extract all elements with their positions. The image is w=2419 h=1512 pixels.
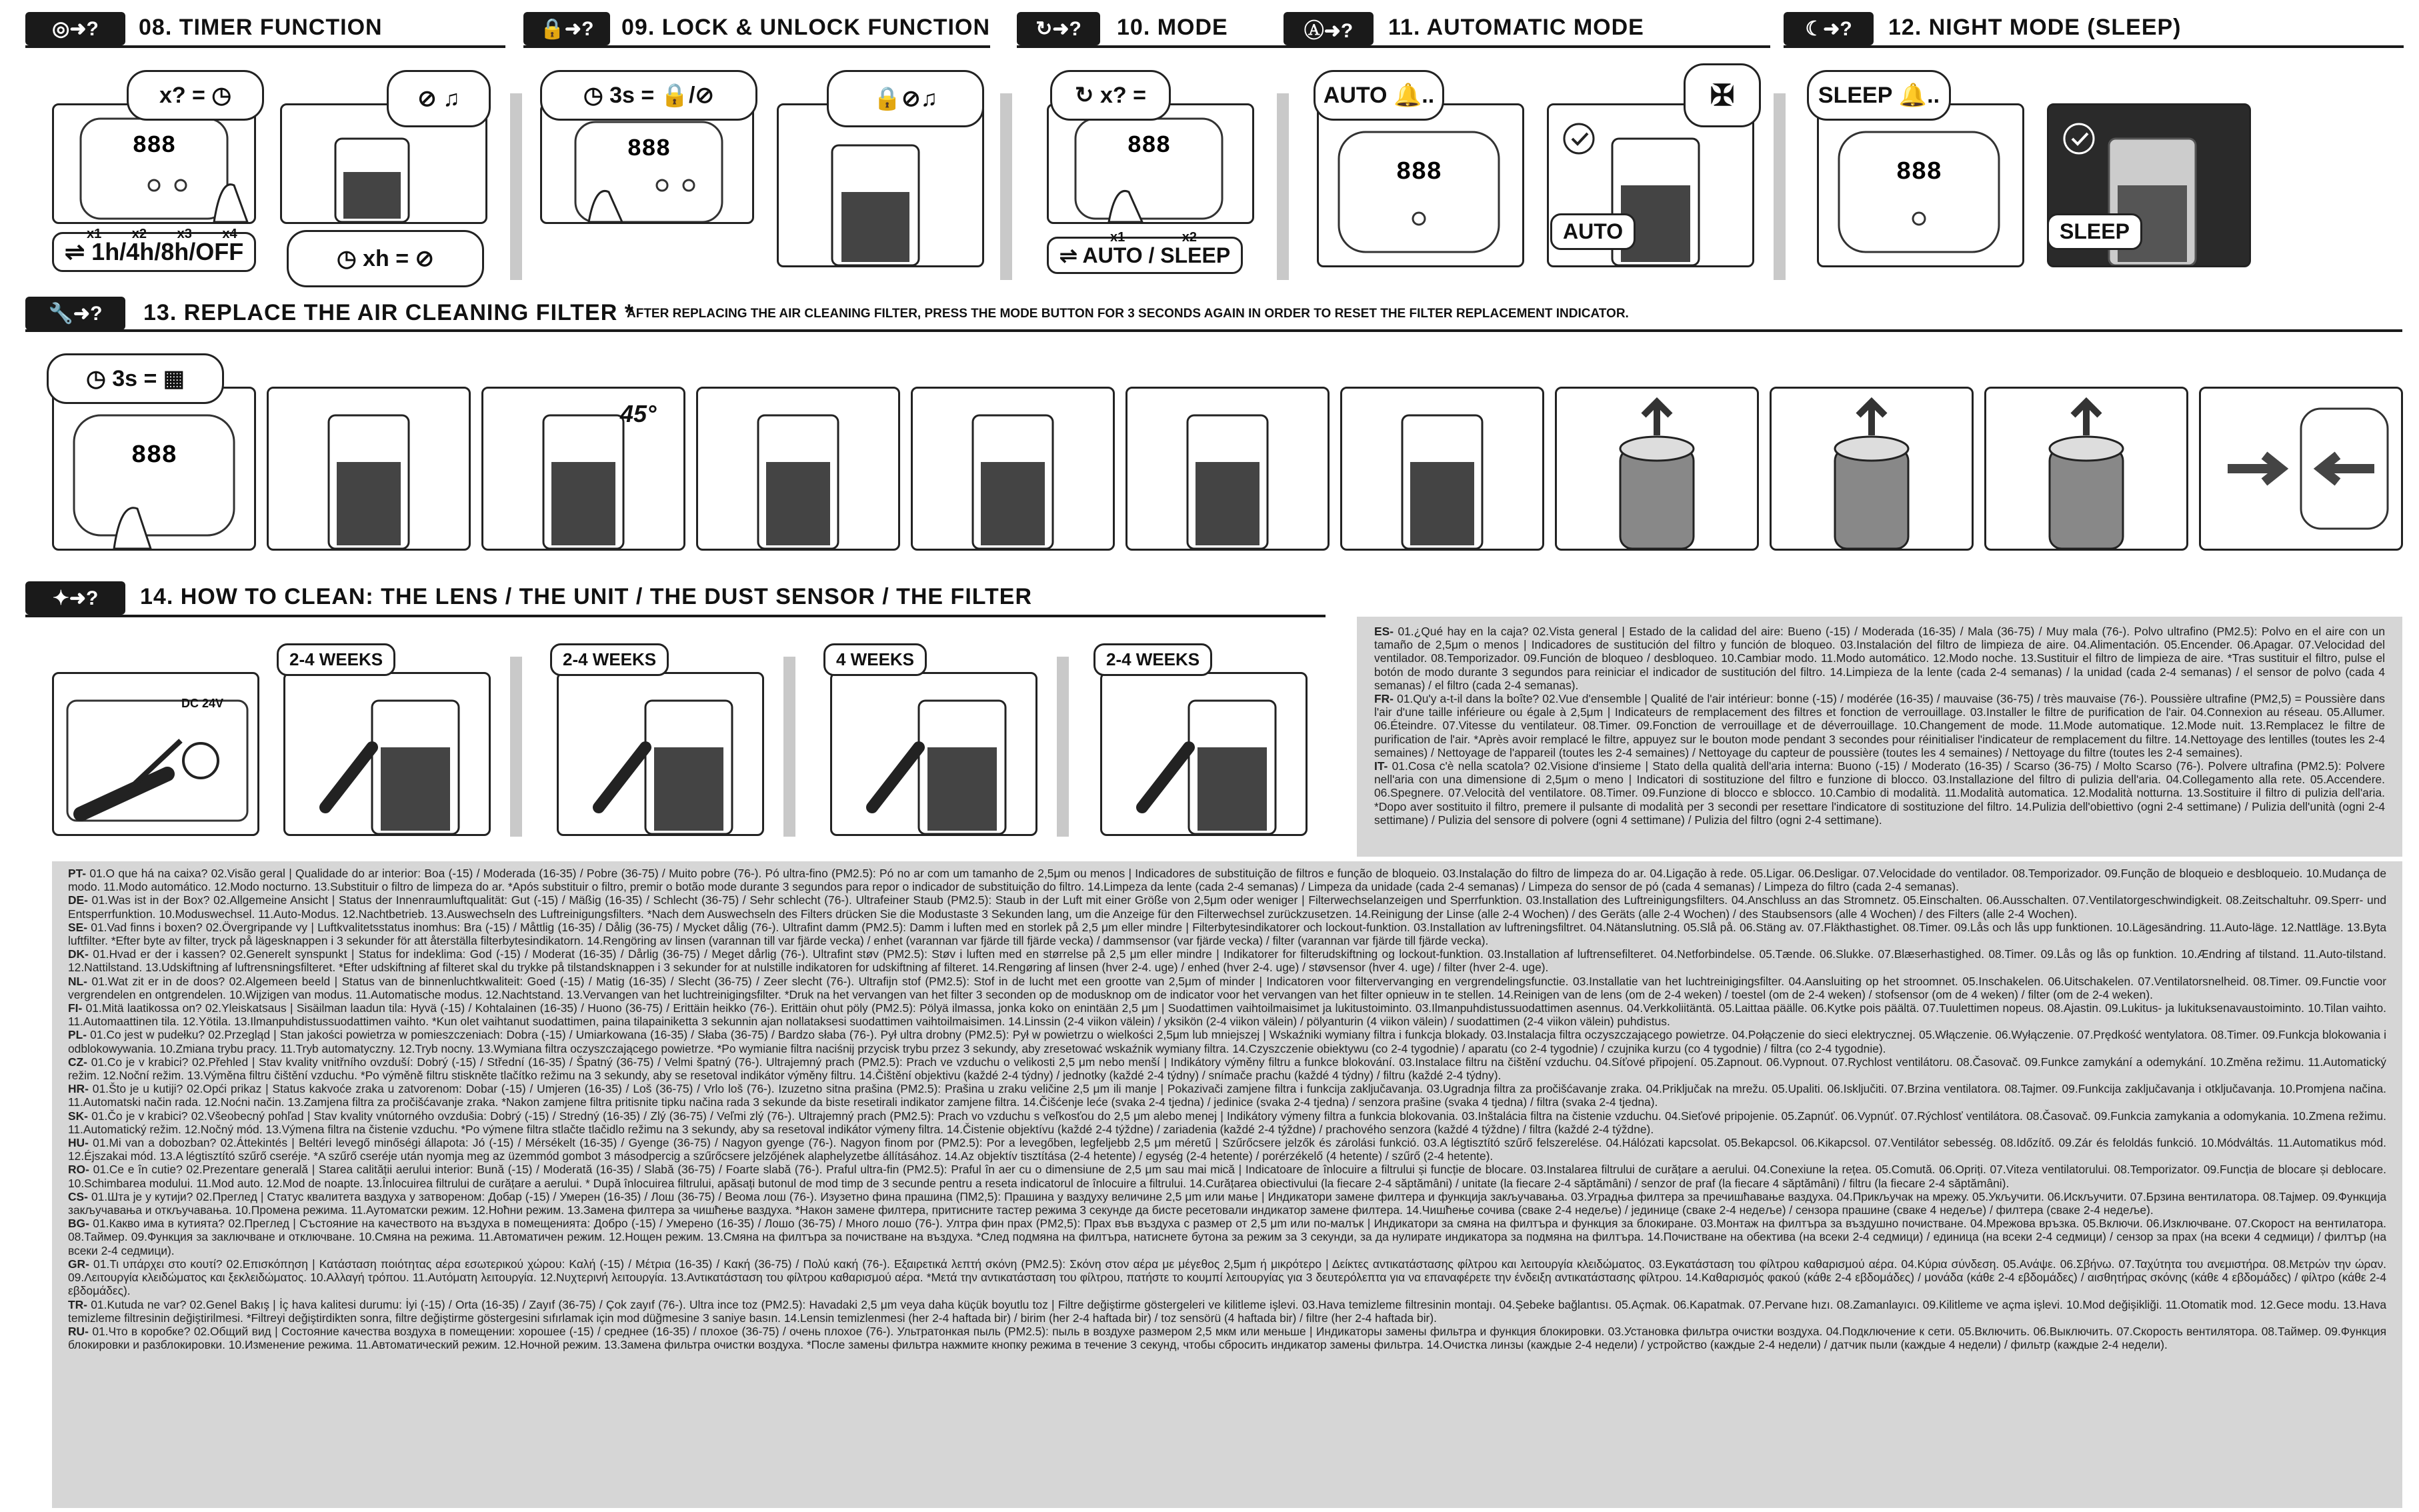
language-text: 01.Ce e în cutie? 02.Prezentare generală | Starea calității aerului interior: Bună (-15) / Moderată (16-35) / Slabă (36-75) / Foarte slabă (76-). Praful ultra-fin (PM2.5): Praful în aer cu o dimensiune de 2,5 μm sau mai mică | Indicatoare de înlocuire a filtrului și funcție de blocare. 03.Instalarea filtrului de curățare a aerului. 04.Conexiune la rețea. 05.Comută. 06.Opriți. 07.Viteza ventilatorului. 08.Temporizator. 09.Funcția de blocare și deblocare. 10.Schimbarea modului. 11.Mod auto. 12.Mod de noapte. 13.Înlocuirea filtrului de curățare a aerului. * După înlocuirea filtrului, apăsați butonul de mod timp de 3 secunde pentru a reseta indicatorul de înlocuire a filtrului. 14.Curățarea obiectivului (la fiecare 2-4 săptămâni) / unitate (la fiecare 2-4 săptămâni) / senzor de praf (la fiecare 4 săptămâni) / filtru (la fiecare 2-4 săptămâni). [68, 1163, 2386, 1190]
separator [510, 657, 522, 837]
language-code: CZ- [68, 1055, 87, 1069]
instruction-bubble: ◷ 3s = ▦ [47, 353, 224, 404]
lock-sound-bubble: 🔒⊘♫ [827, 70, 984, 127]
filter-step-6 [1125, 387, 1330, 551]
display-icon [54, 105, 254, 222]
language-text: 01.Τι υπάρχει στο κουτί? 02.Επισκόπηση | Κατάσταση ποιότητας αέρα εσωτερικού χώρου: Καλή (-15) / Μέτρια (16-35) / Κακή (36-75) / Πολύ κακή (76-). Εξαιρετικά λεπτή σκόνη (PM2.5): Σκόνη στον αέρα με μέγεθος 2,5μm ή μικρότερο | Δείκτες αντικατάστασης φίλτρου και λειτουργία κλειδώματος. 03.Εγκατάσταση του φίλτρου καθαρισμού αέρα. 04.Κύρια σύνδεση. 05.Ανάψε. 06.Σβήνω. 07.Ταχύτητα του ανεμιστήρα. 08.Μετρών την ώραν. 09.Λειτουργία κλειδώματος και ξεκλειδώματος. 10.Αλλαγή τρόπου. 11.Αυτόματη λειτουργία. 12.Νυχτερινή λειτουργία. 13.Αντικατάσταση του φίλτρου καθαρισμού αέρα. *Μετά την αντικατάσταση του φίλτρου, πατήστε το κουμπί λειτουργίας για 3 δευτερόλεπτα για να επαναφέρετε την ένδειξη αντικατάστασης φίλτρου. 14.Καθαρισμός φακού (κάθε 2-4 εβδομάδες) / μονάδα (κάθε 2-4 εβδομάδες) / αισθητήρας σκόνης (κάθε 4 εβδομάδες) / φίλτρο (κάθε 2-4 εβδομάδες). [68, 1257, 2386, 1298]
sleep-bubble: SLEEP 🔔.. [1807, 70, 1951, 121]
power-unplug-illustration [52, 672, 259, 836]
purifier-icon [779, 105, 982, 265]
filter-step-5 [911, 387, 1115, 551]
language-paragraph [1374, 625, 2385, 692]
filter-step-1 [52, 387, 256, 551]
language-paragraph [68, 1325, 2386, 1351]
language-paragraph [68, 1257, 2386, 1298]
language-paragraph [68, 975, 2386, 1001]
timer-icon: ◎➜? [25, 12, 125, 45]
language-text: 01.Čo je v krabici? 02.Všeobecný pohľad | Stav kvality vnútorného ovzdušia: Dobrý (-15) / Stredný (16-35) / Zlý (36-75) / Veľmi zlý (76-). Ultrajemný prach (PM2.5): Prach vo vzduchu s veľkosťou do 2,5 μm alebo menej | Indikátory výmeny filtra a funkcia blokovania. 03.Inštalácia filtra na čistenie vzduchu. 04.Sieťové pripojenie. 05.Zapnúť. 06.Vypnúť. 07.Rýchlosť ventilátora. 08.Časovač. 09.Funkcia zamykania a odomykania. 10.Zmena režimu. 11.Automatický režim. 12.Nočný mód. 13.Výmena filtra na čistenie vzduchu. *Po výmene filtra stlačte tlačidlo režimu na 3 sekundy, aby sa resetoval indikátor výmeny filtra. 14.Čistenie objektívu (každé 2-4 týždne) / zariadenia (každé 2-4 týždne) / prachového senzora (každé 4 týždne) / filtra (každé 2-4 týždne). [68, 1109, 2386, 1136]
dc-label: DC 24V [181, 697, 224, 710]
bubble-text: x? = [159, 82, 205, 108]
language-text: 01.Was ist in der Box? 02.Allgemeine Ansicht | Status der Innenraumluftqualität: Gut (-15) / Mäßig (16-35) / Schlecht (36-75) / Sehr schlecht (76-). Ultrafeiner Staub (PM2.5): Staub in der Luft mit einer Größe von 2,5μm oder weniger | Filterwechselanzeigen und Sperrfunktion. 03.Installation des Luftreinigungsfilters. 04.Anschluss an das Stromnetz. 05.Einschalten. 06.Ausschalten. 07.Ventilatorgeschwindigkeit. 08.Zeitschaltuhr. 09.Sperr- und Entsperrfunktion. 10.Moduswechsel. 11.Auto-Modus. 12.Nachtbetrieb. 13.Auswechseln des Luftreinigungsfilters. *Nach dem Auswechseln des Filters drücken Sie die Modustaste 3 Sekunden lang, um die Anzeige für den Filterwechsel zurückzusetzen. 14.Reinigung der Linse (alle 2-4 Wochen) / des Geräts (alle 2-4 Wochen) / des Staubsensors (alle 4 Wochen) / des Filters (alle 2-4 Wochen). [68, 893, 2386, 921]
filter-step-11 [2199, 387, 2403, 551]
language-paragraph [68, 1109, 2386, 1136]
divider [25, 615, 1326, 617]
filter-step-8 [1555, 387, 1759, 551]
filter-note: AFTER REPLACING THE AIR CLEANING FILTER, PRESS THE MODE BUTTON FOR 3 SECONDS AGAIN IN ORDER TO RESET THE FILTER REPLACEMENT INDICATOR. [627, 307, 1629, 321]
sound-off-bubble: ⊘ ♫ [387, 70, 491, 127]
filter-step-2 [267, 387, 471, 551]
separator [1277, 93, 1289, 280]
purifier-icon [1557, 389, 1757, 549]
language-code: HU- [68, 1136, 89, 1150]
language-text: 01.Что в коробке? 02.Общий вид | Состояние качества воздуха в помещении: хорошее (-15) / среднее (16-35) / плохое (36-75) / очень плохое (76-). Ультратонкая пыль (PM2.5): пыль в воздухе размером 2,5 мкм или меньше | Индикаторы замены фильтра и функция блокировки. 03.Установка фильтра очистки воздуха. 04.Подключение к сети. 05.Включить. 06.Выключить. 07.Скорость вентилятора. 08.Таймер. 09.Функция блокировки и разблокировки. 10.Изменение режима. 11.Автоматический режим. 12.Ночной режим. 13.Замена фильтра очистки воздуха. *После замены фильтра нажмите кнопку режима в течение 3 секунд, чтобы сбросить индикатор замены фильтра. 14.Очистка линзы (каждые 2-4 недели) / устройство (каждые 2-4 недели) / датчик пыли (каждые 4 недели) / фильтр (каждые 2-4 недели). [68, 1324, 2386, 1352]
language-code: SE- [68, 920, 87, 934]
language-code: TR- [68, 1297, 87, 1311]
language-paragraph [68, 1001, 2386, 1028]
separator [1057, 657, 1069, 837]
section-title-filter: 13. REPLACE THE AIR CLEANING FILTER * [143, 300, 634, 325]
language-paragraph [68, 1190, 2386, 1217]
language-block-right [1357, 617, 2402, 857]
language-code: HR- [68, 1082, 89, 1096]
purifier-icon [1127, 389, 1328, 549]
purifier-icon [1772, 389, 1972, 549]
svg-text:888: 888 [1896, 158, 1942, 187]
language-text: 01.Vad finns i boxen? 02.Övergripande vy | Luftkvalitetsstatus inomhus: Bra (-15) / Måttlig (16-35) / Dålig (36-75) / Mycket dålig (76-). Ultrafint damm (PM2.5): Damm i luften med en storlek på 2,5 μm eller mindre | Filterbytesindikatorer och lockout-funktion. 03.Installation av luftreningsfiltret. 04.Nätanslutning. 05.Slå på. 06.Stäng av. 07.Fläkthastighet. 08.Timer. 09.Lås och lås upp funktionen. 10.Lägesändring. 11.Auto-läge. 12.Nattläge. 13.Byta luftfilter. *Efter byte av filter, tryck på lägesknappen i 3 sekunder för att återställa filterbytesindikatorn. 14.Rengöring av linsen (varannan till var fjärde vecka) / enhet (varannan var fjärde till fjärde vecka) / dammsensor (var fjärde vecka) / filter (varannan var fjärde till fjärde vecka). [68, 920, 2386, 948]
plug-icon [54, 674, 257, 834]
language-code: NL- [68, 974, 87, 988]
section-title-auto: 11. AUTOMATIC MODE [1388, 15, 1644, 40]
language-block-bottom [52, 861, 2402, 1508]
separator [783, 657, 795, 837]
section-title-clean: 14. HOW TO CLEAN: THE LENS / THE UNIT / THE DUST SENSOR / THE FILTER [140, 584, 1033, 609]
language-code: SK- [68, 1109, 88, 1123]
purifier-icon [285, 674, 489, 834]
language-paragraph [68, 893, 2386, 920]
filter-step-10 [1984, 387, 2188, 551]
display-icon [1319, 105, 1522, 265]
language-code: PT- [68, 867, 87, 880]
language-text: 01.Hvad er der i kassen? 02.Generelt synspunkt | Status for indeklima: God (-15) / Moderat (16-35) / Dårlig (36-75) / Meget dårlig (76-). Ultrafint støv (PM2.5): Støv i luften med en størrelse på 2,5 μm eller mindre | Indikatorer for filterudskiftning og lockout-funktion. 03.Installation af luftrensefilteret. 04.Netforbindelse. 05.Tænde. 06.Slukke. 07.Blæserhastighed. 08.Timer. 09.Lås og lås op funktion. 10.Ændring af tilstand. 11.Auto-tilstand. 12.Nattilstand. 13.Udskiftning af luftrensningsfilteret. *Efter udskiftning af filteret skal du trykke på tilstandsknappen i 3 sekunder for at nulstille indikatoren for udskiftning af filteret. 14.Rengøring af linsen (hver 2-4. uge) / enhed (hver 2-4. uge) / støvsensor (hver 4. uge) / filter (hver 2-4. uge). [68, 947, 2386, 975]
svg-text:888: 888 [131, 441, 177, 470]
language-paragraph [1374, 692, 2385, 759]
divider [523, 45, 990, 48]
purifier-icon [2201, 389, 2401, 549]
language-code: BG- [68, 1217, 89, 1231]
auto-icon: Ⓐ➜? [1284, 12, 1374, 45]
language-paragraph [68, 1298, 2386, 1325]
cleaning-interval-label: 2-4 WEEKS [550, 643, 669, 676]
language-text: 01.Kutuda ne var? 02.Genel Bakış | İç hava kalitesi durumu: İyi (-15) / Orta (16-35) / Zayıf (36-75) / Çok zayıf (76-). Ultra ince toz (PM2.5): Havadaki 2,5 μm veya daha küçük boyutlu toz | Filtre değiştirme göstergeleri ve kilitleme işlevi. 03.Hava temizleme filtresinin montajı. 04.Şebeke bağlantısı. 05.Açmak. 06.Kapatmak. 07.Pervane hızı. 08.Zamanlayıcı. 09.Kilitleme ve açma işlevi. 10.Mod değişikliği. 11.Otomatik mod. 12.Gece modu. 13.Hava temizleme filtresinin değiştirilmesi. *Filtreyi değiştirdikten sonra, filtre değiştirme göstergesini sıfırlamak için mod düğmesine 3 saniye basın. 14.Lensin temizlenmesi (her 2-4 haftada bir) / birim (her 2-4 haftada bir) / toz sensörü (4 haftada bir) / filtre (her 2-4 haftada bir). [68, 1297, 2386, 1325]
purifier-icon [913, 389, 1113, 549]
separator [1000, 93, 1012, 280]
svg-text:888: 888 [627, 135, 671, 163]
language-text: 01.O que há na caixa? 02.Visão geral | Qualidade do ar interior: Boa (-15) / Moderada (16-35) / Pobre (36-75) / Muito pobre (76-). Pó ultra-fino (PM2.5): Pó no ar com um tamanho de 2,5μm ou menos | Indicadores de substituição de filtros e função de bloqueio. 03.Instalação do filtro de limpeza do ar. 04.Ligação à rede. 05.Ligar. 06.Desligar. 07.Velocidade do ventilador. 08.Temporizador. 09.Função de bloqueio e desbloqueio. 10.Mudança de modo. 11.Modo automático. 12.Modo nocturno. 13.Substituir o filtro de limpeza do ar. *Após substituir o filtro, premir o botão mode durante 3 segundos para repor o indicador de substituição do filtro. 14.Limpeza da lente (cada 2-4 semanas) / Limpeza da unidade (cada 2-4 semanas) / Limpeza do sensor de pó (cada 4 semanas) / Limpeza do filtro (cada 2-4 semanas). [68, 867, 2386, 894]
display-icon [542, 105, 752, 222]
divider [1784, 45, 2404, 48]
display-icon [1819, 105, 2022, 265]
language-code: CS- [68, 1189, 88, 1203]
language-text: 01.Co je v krabici? 02.Přehled | Stav kvality vnitřního ovzduší: Dobrý (-15) / Střední (16-35) / Špatný (36-75) / Velmi špatný (76-). Ultrajemný prach (PM2.5): Prach ve vzduchu o velikosti 2,5 μm nebo menší | Indikátory výměny filtru a funkce blokování. 03.Instalace filtru na čištění vzduchu. 04.Síťové připojení. 05.Zapnout. 06.Vypnout. 07.Rychlost ventilátoru. 08.Časovač. 09.Funkce zamykání a odemykání. 10.Změna režimu. 11.Automatický režim. 12.Noční režim. 13.Výměna filtru čištění vzduchu. *Po výměně filtru stiskněte tlačítko režimu na 3 sekundy, aby se resetoval indikátor výměny filtru. 14.Čištění objektivu (každé 2-4 týdny) / jednotky (každé 2-4 týdny) / snímače prachu (každé 4 týdny) / filtru (každé 2-4 týdny). [68, 1055, 2386, 1083]
multiplier-labels: x1 x2 x3 x4 [87, 227, 237, 241]
section-title-night: 12. NIGHT MODE (SLEEP) [1888, 15, 2182, 40]
timer-icon: ◷ [211, 83, 232, 108]
cleaning-interval-label: 2-4 WEEKS [1093, 643, 1212, 676]
svg-text:888: 888 [132, 132, 176, 159]
language-text: 01.¿Qué hay en la caja? 02.Vista general | Estado de la calidad del aire: Bueno (-15) / Moderada (16-35) / Mala (36-75) / Muy mala (76-). Polvo ultrafino (PM2.5): Polvo en el aire con un tamaño de 2,5μm o menos | Indicadores de sustitución del filtro y función de bloqueo. 03.Instalación del filtro de limpieza de aire. 04.Alimentación. 05.Encender. 06.Apagar. 07.Velocidad del ventilador. 08.Temporizador. 09.Función de bloqueo / desbloqueo. 10.Cambiar modo. 11.Modo automático. 12.Modo noche. 13.Sustituir el filtro de limpieza de aire. *Tras sustituir el filtro, pulse el botón de modo durante 3 segundos para reiniciar el indicador de sustitución del filtro. 14.Limpieza de la lente (cada 2-4 semanas) / la unidad (cada 2-4 semanas) / el sensor de polvo (cada 4 semanas) / el filtro (cada 2-4 semanas). [1374, 625, 2385, 692]
separator [510, 93, 522, 280]
night-icon: ☾➜? [1784, 12, 1874, 45]
timer-equation-bubble: ◷ xh = ⊘ [287, 230, 484, 287]
divider [25, 45, 505, 48]
clean-step-3 [830, 672, 1037, 836]
language-paragraph [68, 1082, 2386, 1109]
clean-step-2 [557, 672, 764, 836]
language-text: 01.Qu'y a-t-il dans la boîte? 02.Vue d'ensemble | Qualité de l'air intérieur: bonne (-15) / modérée (16-35) / mauvaise (36-75) / très mauvaise (76-). Poussière ultrafine (PM2,5) = Poussière dans l'air d'une taille inférieure ou égale à 2,5μm | Indicateurs de remplacement des filtres et fonction de verrouillage. 03.Installer le filtre de purification de l'air. 04.Connexion au réseau. 05.Allumer. 06.Éteindre. 07.Vitesse du ventilateur. 08.Timer. 09.Fonction de verrouillage et de déverrouillage. 10.Changement de mode. 11.Mode automatique. 12.Mode nuit. 13.Remplacez le filtre de purification de l'air. *Après avoir remplacé le filtre, appuyez sur le bouton mode pendant 3 secondes pour réinitialiser l'indicateur de remplacement du filtre. 14.Nettoyage des lentilles (toutes les 2-4 semaines) / Nettoyage de l'appareil (toutes les 2-4 semaines) / Nettoyage du capteur de poussière (toutes les 4 semaines) / Nettoyage du filtre (toutes les 2-4 semaines). [1374, 692, 2385, 759]
purifier-icon [559, 674, 762, 834]
wrench-icon: 🔧➜? [25, 297, 125, 330]
control-panel-illustration [1317, 103, 1524, 267]
section-title-lock: 09. LOCK & UNLOCK FUNCTION [621, 15, 990, 40]
filter-step-9 [1770, 387, 1974, 551]
svg-text:888: 888 [1127, 132, 1171, 159]
clean-step-1 [283, 672, 491, 836]
clean-step-4 [1100, 672, 1308, 836]
purifier-icon [832, 674, 1035, 834]
language-paragraph [68, 921, 2386, 947]
language-code: PL- [68, 1028, 87, 1042]
purifier-icon [1986, 389, 2186, 549]
display-icon [54, 389, 254, 549]
control-panel-illustration [1047, 103, 1254, 224]
language-text: 01.Što je u kutiji? 02.Opći prikaz | Status kakvoće zraka u zatvorenom: Dobar (-15) / Umjeren (16-35) / Loš (36-75) / Vrlo loš (76-). Izuzetno sitna prašina (PM2.5): Prašina u zraku veličine 2,5 μm ili manje | Pokazivači zamjene filtra i funkcija zaključavanja. 03.Ugradnja filtra za pročišćavanje zraka. 04.Priključak na mrežu. 05.Upaliti. 06.Isključiti. 07.Brzina ventilatora. 08.Tajmer. 09.Funkcija zaključavanja i otključavanja. 10.Promjena načina. 11.Automatski način rada. 12.Noćni način. 13.Zamjena filtra za pročišćavanje zraka. *Nakon zamjene filtra pritisnite tipku načina rada 3 sekunde da biste resetirali indikator zamjene filtra. 14.Čišćenje leće (svaka 2-4 tjedna) / jedinice (svaka 2-4 tjedna) / senzora prašine (svaka 4 tjedna) / filtra (svaka 2-4 tjedna). [68, 1082, 2386, 1109]
purifier-icon [1102, 674, 1306, 834]
mode-icon: ↻➜? [1017, 12, 1100, 45]
divider [25, 329, 2402, 332]
language-text: 01.Wat zit er in de doos? 02.Algemeen beeld | Status van de binnenluchtkwaliteit: Goed (-15) / Matig (16-35) / Slecht (36-75) / Zeer slecht (76-). Ultrafijn stof (PM2.5): Stof in de lucht met een grootte van 2,5μm of minder | Indicatoren voor filtervervanging en vergrendelingsfunctie. 03.Installatie van het luchtreinigingsfilter. 04.Aansluiting op het stroomnet. 05.Inschakelen. 06.Uitschakelen. 07.Ventilatorsnelheid. 08.Timer. 09.Functie voor vergrendelen en ontgrendelen. 10.Wijzigen van modus. 11.Automatische modus. 12.Nachtstand. 13.Vervangen van het luchtreinigingsfilter. *Druk na het vervangen van het filter 3 seconden op de modusknop om de indicator voor het vervangen van het filter opnieuw in te stellen. 14.Reinigen van de lens (om de 2-4 weken) / toestel (om de 2-4 weken) / stofsensor (om de 4 weken) / filter (om de 2-4 weken). [68, 974, 2386, 1001]
control-panel-illustration [540, 103, 754, 224]
divider [1017, 45, 1284, 48]
language-code: FI- [68, 1001, 83, 1015]
filter-step-4 [696, 387, 900, 551]
filter-step-7 [1340, 387, 1544, 551]
language-text: 01.Mi van a dobozban? 02.Áttekintés | Beltéri levegő minőségi állapota: Jó (-15) / Mérsékelt (16-35) / Gyenge (36-75) / Nagyon gyenge (76-). Nagyon finom por (PM2.5): Por a levegőben, legfeljebb 2,5 μm méretű | Szűrőcsere jelzők és zárolási funkció. 03.A légtisztító szűrő felszerelése. 04.Hálózati kapcsolat. 05.Bekapcsol. 06.Kikapcsol. 07.Ventilátor sebesség. 08.Időzítő. 09.Zár és feloldás funkció. 10.Módváltás. 11.Automatikus mód. 12.Éjszakai mód. 13.A légtisztító szűrő cseréje. *A szűrő cseréje után nyomja meg az üzemmód gombot 3 másodpercig a szűrőcsere jelzőjének alaphelyzetbe állításához. 14.Az objektív tisztítása (2-4 hetente) / egység (2-4 hetente) / porérzékelő (4 hetente) / szűrő (2-4 hetente). [68, 1136, 2386, 1163]
language-code: RU- [68, 1324, 89, 1338]
language-code: DK- [68, 947, 89, 961]
language-paragraph [68, 1163, 2386, 1189]
instruction-bubble: ↻ x? = [1050, 70, 1171, 121]
cleaning-interval-label: 4 WEEKS [823, 643, 927, 676]
purifier-icon [269, 389, 469, 549]
language-paragraph [68, 947, 2386, 974]
purifier-illustration [777, 103, 984, 267]
language-code: IT- [1374, 759, 1388, 773]
language-paragraph [68, 1055, 2386, 1082]
language-paragraph [68, 1136, 2386, 1163]
language-paragraph [68, 867, 2386, 893]
language-text: 01.Co jest w pudełku? 02.Przegląd | Stan jakości powietrza w pomieszczeniach: Dobra (-15) / Umiarkowana (16-35) / Słaba (36-75) / Bardzo słaba (76-). Pył ultra drobny (PM2.5): Pył w powietrzu o wielkości 2,5μm lub mniejszej | Wskaźniki wymiany filtra i funkcja blokady. 03.Instalacja filtra oczyszczającego powietrze. 04.Połączenie do sieci elektrycznej. 05.Włączenie. 06.Wyłączenie. 07.Prędkość wentylatora. 08.Timer. 09.Funkcja blokowania i odblokowywania. 10.Zmiana trybu pracy. 11.Tryb automatyczny. 12.Tryb nocny. 13.Wymiana filtra oczyszczającego powietrze. *Po wymianie filtra naciśnij przycisk trybu przez 3 sekundy, aby zresetować wskaźnik wymiany filtra. 14.Czyszczenie obiektywu (co 2-4 tygodnie) / aparatu (co 2-4 tygodnie) / czujnika kurzu (co 4 tygodnie) / filtra (co 2-4 tygodnie). [68, 1028, 2386, 1055]
separator [1774, 93, 1786, 280]
fan-bubble: ✠ [1684, 63, 1761, 127]
language-paragraph [1374, 759, 2385, 827]
timer-options-label: ⇌ 1h/4h/8h/OFF [52, 232, 256, 272]
lock-icon: 🔒➜? [523, 12, 610, 45]
language-text: 01.Cosa c'è nella scatola? 02.Visione d'insieme | Stato della qualità dell'aria interna: Buono (-15) / Moderato (16-35) / Scarso (36-75) / Molto Scarso (76-). Polvere ultrafina (PM2.5): Polvere nell'aria con una dimensione di 2,5μm o meno | Indicatori di sostituzione del filtro e funzione di blocco. 03.Installazione del filtro di pulizia dell'aria. 04.Collegamento alla rete. 05.Accendere. 06.Spegnere. 07.Velocità del ventilatore. 08.Timer. 09.Funzione di blocco e sblocco. 10.Cambio di modalità. 11.Modalità automatica. 12.Modalità notturna. 13.Sostituire il filtro di pulizia dell'aria. *Dopo aver sostituito il filtro, premere il pulsante di modalità per 3 secondi per resettare l'indicatore di sostituzione del filtro. 14.Pulizia dell'obiettivo (ogni 2-4 settimane) / Pulizia dell'unità (ogni 2-4 settimane) / Pulizia del sensore di polvere (ogni 4 settimane) / Pulizia del filtro (ogni 2-4 settimane). [1374, 759, 2385, 827]
mode-options-label: ⇌ AUTO / SLEEP [1047, 237, 1243, 274]
language-code: GR- [68, 1257, 89, 1271]
auto-bubble: AUTO 🔔.. [1314, 70, 1444, 121]
display-icon [1049, 105, 1252, 222]
cleaning-interval-label: 2-4 WEEKS [277, 643, 395, 676]
auto-label: AUTO [1550, 213, 1636, 250]
control-panel-illustration [1817, 103, 2024, 267]
language-code: ES- [1374, 625, 1394, 638]
angle-label: 45° [620, 400, 657, 427]
sleep-label: SLEEP [2047, 213, 2142, 250]
divider [1284, 45, 1770, 48]
section-title-timer: 08. TIMER FUNCTION [139, 15, 383, 40]
language-code: FR- [1374, 692, 1394, 706]
purifier-icon [1342, 389, 1542, 549]
instruction-bubble [127, 70, 264, 121]
instruction-bubble: ◷ 3s = 🔒/⊘ [540, 70, 757, 121]
language-paragraph [68, 1028, 2386, 1055]
svg-text:888: 888 [1396, 158, 1442, 187]
language-text: 01.Mitä laatikossa on? 02.Yleiskatsaus | Sisäilman laadun tila: Hyvä (-15) / Kohtalainen (16-35) / Huono (36-75) / Erittäin heikko (76-). Erittäin ohut pöly (PM2.5): Pölyä ilmassa, jonka koko on enintään 2,5 μm | Suodattimen vaihtoilmaisimet ja lukitustoiminto. 03.Ilmanpuhdistussuodattimen asennus. 04.Verkkoliitäntä. 05.Laittaa päälle. 06.Kytke pois päältä. 07.Tuulettimen nopeus. 08.Ajastin. 09.Lukitus- ja lukituksenavaustoiminto. 10.Tilan vaihto. 11.Automaattinen tila. 12.Yötila. 13.Ilmanpuhdistussuodattimen vaihto. *Kun olet vaihtanut suodattimen, paina tilapainiketta 3 sekunnin ajan nollataksesi suodattimen vaihtoilmaisimen. 14.Linssin (2-4 viikon välein) / yksikön (2-4 viikon välein) / pölyanturin (4 viikon välein) / suodattimen (2-4 viikon välein) puhdistus. [68, 1001, 2386, 1029]
language-code: RO- [68, 1163, 89, 1177]
language-code: DE- [68, 893, 88, 907]
language-text: 01.Шта је у кутији? 02.Преглед | Статус квалитета ваздуха у затвореном: Добар (-15) / Умерен (16-35) / Лош (36-75) / Веома лош (76-). Изузетно фина прашина (ПМ2,5): Прашина у ваздуху величине 2,5 μm или мање | Индикатори замене филтера и функција закључавања. 03.Уградња филтера за пречишћавање ваздуха. 04.Прикључак на мрежу. 05.Укључити. 06.Искључити. 07.Брзина вентилатора. 08.Тајмер. 09.Функција закључавања и откључавања. 10.Промена режима. 11.Аутоматски режим. 12.Ноћни режим. 13.Замена филтера за чишћење ваздуха. *Након замене филтера, притисните тастер режима 3 секунде да бисте ресетовали индикатор замене филтера. 14.Чишћење сочива (сваке 2-4 недеље) / јединице (сваке 2-4 недеље) / сензора прашине (сваке 4 недеље) / филтера (сваке 2-4 недеље). [68, 1189, 2386, 1217]
language-paragraph [68, 1217, 2386, 1257]
multiplier-labels: x1 x2 [1110, 230, 1197, 245]
language-text: 01.Какво има в кутията? 02.Преглед | Състояние на качеството на въздуха в помещенията: Добро (-15) / Умерено (16-35) / Лошо (36-75) / Много лошо (76-). Ултра фин прах (PM2,5): Прах във въздуха с размер от 2,5 μm или по-малък | Индикатори за смяна на филтъра и функция за блокиране. 03.Монтаж на филтъра за въздушно почистване. 04.Мрежова връзка. 05.Включи. 06.Изключване. 07.Скорост на вентилатора. 08.Таймер. 09.Функция за заключване и отключване. 10.Смяна на режима. 11.Автоматичен режим. 12.Нощен режим. 13.Смяна на филтъра за почистване на въздуха. *След подмяна на филтъра, натиснете бутона за режим за 3 секунди, за да нулирате индикатора за подмяна на филтъра. 14.Почистване на обектива (на всеки 2-4 седмици) / единица (на всеки 2-4 седмици) / сензор за прах (на всеки 4 седмици) / филтър (на всеки 2-4 седмици). [68, 1217, 2386, 1257]
purifier-icon [698, 389, 898, 549]
sparkle-icon: ✦➜? [25, 581, 125, 615]
section-title-mode: 10. MODE [1117, 15, 1228, 40]
control-panel-illustration [52, 103, 256, 224]
